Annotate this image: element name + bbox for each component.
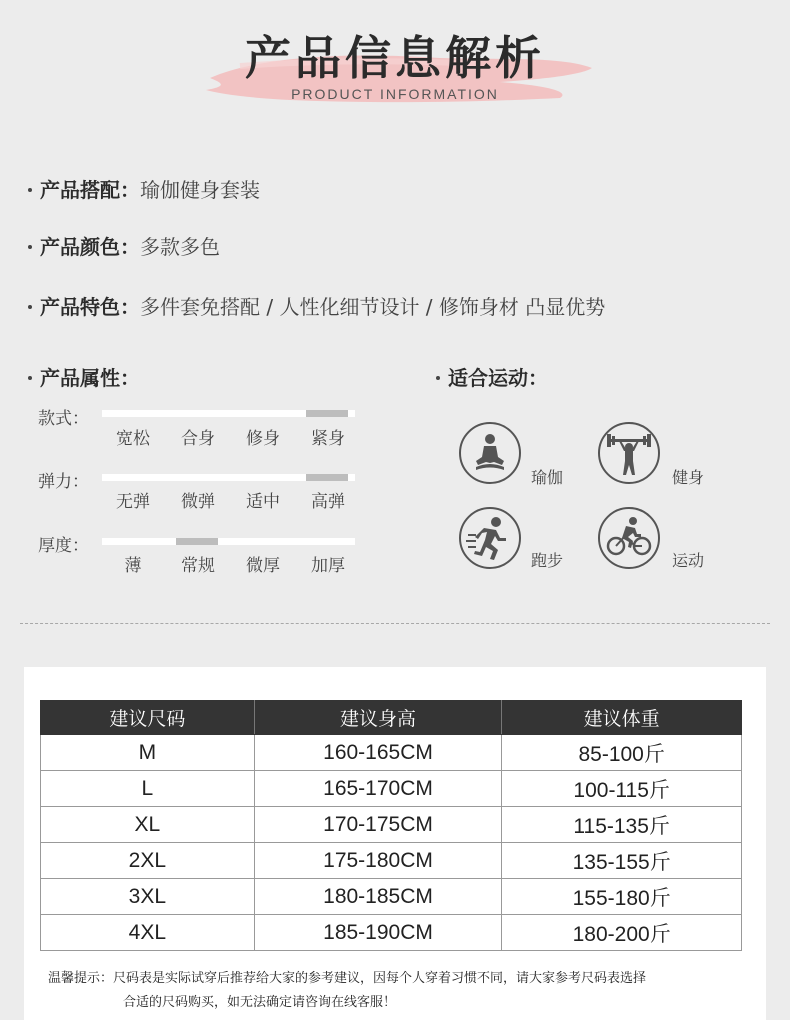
- scale-option: 修身: [246, 429, 280, 449]
- bullet-dot: [436, 376, 440, 380]
- weightlifting-icon: [597, 421, 661, 485]
- sport-label-yoga: 瑜伽: [531, 468, 564, 487]
- info-value: 多件套免搭配 / 人性化细节设计 / 修饰身材 凸显优势: [140, 295, 606, 319]
- yoga-icon: [458, 421, 522, 485]
- scale-option: 薄: [124, 556, 142, 576]
- table-cell-weight: 155-180斤: [502, 879, 742, 915]
- table-cell-size: L: [41, 771, 255, 807]
- size-table-header-row: [41, 701, 742, 735]
- table-cell-size: XL: [41, 807, 255, 843]
- info-features: [28, 291, 605, 320]
- sports-title: [436, 362, 548, 391]
- table-row: [41, 879, 742, 915]
- info-label: 产品特色：: [40, 295, 140, 319]
- scale-option: 适中: [246, 492, 280, 512]
- bullet-dot: [28, 245, 32, 249]
- page-subtitle: PRODUCT INFORMATION: [291, 86, 499, 102]
- scale-option: 宽松: [116, 429, 150, 449]
- table-cell-height: 165-170CM: [254, 771, 502, 807]
- size-table-header: 建议尺码: [41, 701, 255, 735]
- table-row: [41, 807, 742, 843]
- table-cell-height: 185-190CM: [254, 915, 502, 951]
- bullet-dot: [28, 188, 32, 192]
- scale-option: 高弹: [311, 492, 345, 512]
- header: [0, 0, 790, 130]
- table-cell-weight: 100-115斤: [502, 771, 742, 807]
- scale-selected-mark: [176, 538, 218, 545]
- bullet-dot: [28, 305, 32, 309]
- attr-label-elasticity: 弹力：: [38, 472, 89, 492]
- info-label: 产品颜色：: [40, 235, 140, 259]
- scale-option: 加厚: [311, 556, 345, 576]
- table-cell-height: 180-185CM: [254, 879, 502, 915]
- table-cell-weight: 115-135斤: [502, 807, 742, 843]
- scale-bar-elasticity: [102, 474, 355, 481]
- info-value: 瑜伽健身套装: [140, 178, 260, 202]
- attributes-title: [28, 362, 140, 391]
- bullet-dot: [28, 376, 32, 380]
- scale-bar-thickness: [102, 538, 355, 545]
- attributes-title-text: 产品属性：: [40, 366, 140, 390]
- table-row: [41, 771, 742, 807]
- scale-selected-mark: [306, 474, 348, 481]
- sport-label-running: 跑步: [531, 551, 564, 570]
- table-cell-weight: 85-100斤: [502, 735, 742, 771]
- size-table: [40, 700, 742, 951]
- table-cell-height: 175-180CM: [254, 843, 502, 879]
- table-row: [41, 915, 742, 951]
- scale-bar-style: [102, 410, 355, 417]
- scale-option: 微弹: [181, 492, 215, 512]
- running-icon: [458, 506, 522, 570]
- table-cell-size: 4XL: [41, 915, 255, 951]
- size-tip: [48, 967, 748, 1015]
- table-row: [41, 735, 742, 771]
- table-cell-size: M: [41, 735, 255, 771]
- size-table-panel: [24, 667, 766, 1020]
- info-value: 多款多色: [140, 235, 220, 259]
- scale-option: 合身: [181, 429, 215, 449]
- table-cell-weight: 135-155斤: [502, 843, 742, 879]
- table-cell-height: 160-165CM: [254, 735, 502, 771]
- divider: [20, 623, 770, 624]
- size-table-header: 建议身高: [254, 701, 502, 735]
- size-table-header: 建议体重: [502, 701, 742, 735]
- cycling-icon: [597, 506, 661, 570]
- scale-option: 微厚: [246, 556, 280, 576]
- scale-option: 紧身: [311, 429, 345, 449]
- attr-label-style: 款式：: [38, 409, 89, 429]
- table-cell-size: 3XL: [41, 879, 255, 915]
- sport-label-fitness: 健身: [672, 468, 705, 487]
- tip-line1: 尺码表是实际试穿后推荐给大家的参考建议，因每个人穿着习惯不同，请大家参考尺码表选择: [113, 971, 647, 986]
- scale-option: 常规: [181, 556, 215, 576]
- scale-selected-mark: [306, 410, 348, 417]
- attr-label-thickness: 厚度：: [38, 536, 89, 556]
- sports-title-text: 适合运动：: [448, 366, 548, 390]
- tip-label: 温馨提示：: [48, 971, 114, 986]
- table-cell-weight: 180-200斤: [502, 915, 742, 951]
- table-row: [41, 843, 742, 879]
- tip-line2: 合适的尺码购买，如无法确定请咨询在线客服！: [123, 995, 397, 1010]
- info-matching: [28, 174, 260, 203]
- info-label: 产品搭配：: [40, 178, 140, 202]
- info-color: [28, 231, 220, 260]
- table-cell-size: 2XL: [41, 843, 255, 879]
- page-title: 产品信息解析: [245, 31, 545, 85]
- sport-label-sports: 运动: [672, 551, 705, 570]
- table-cell-height: 170-175CM: [254, 807, 502, 843]
- scale-option: 无弹: [116, 492, 150, 512]
